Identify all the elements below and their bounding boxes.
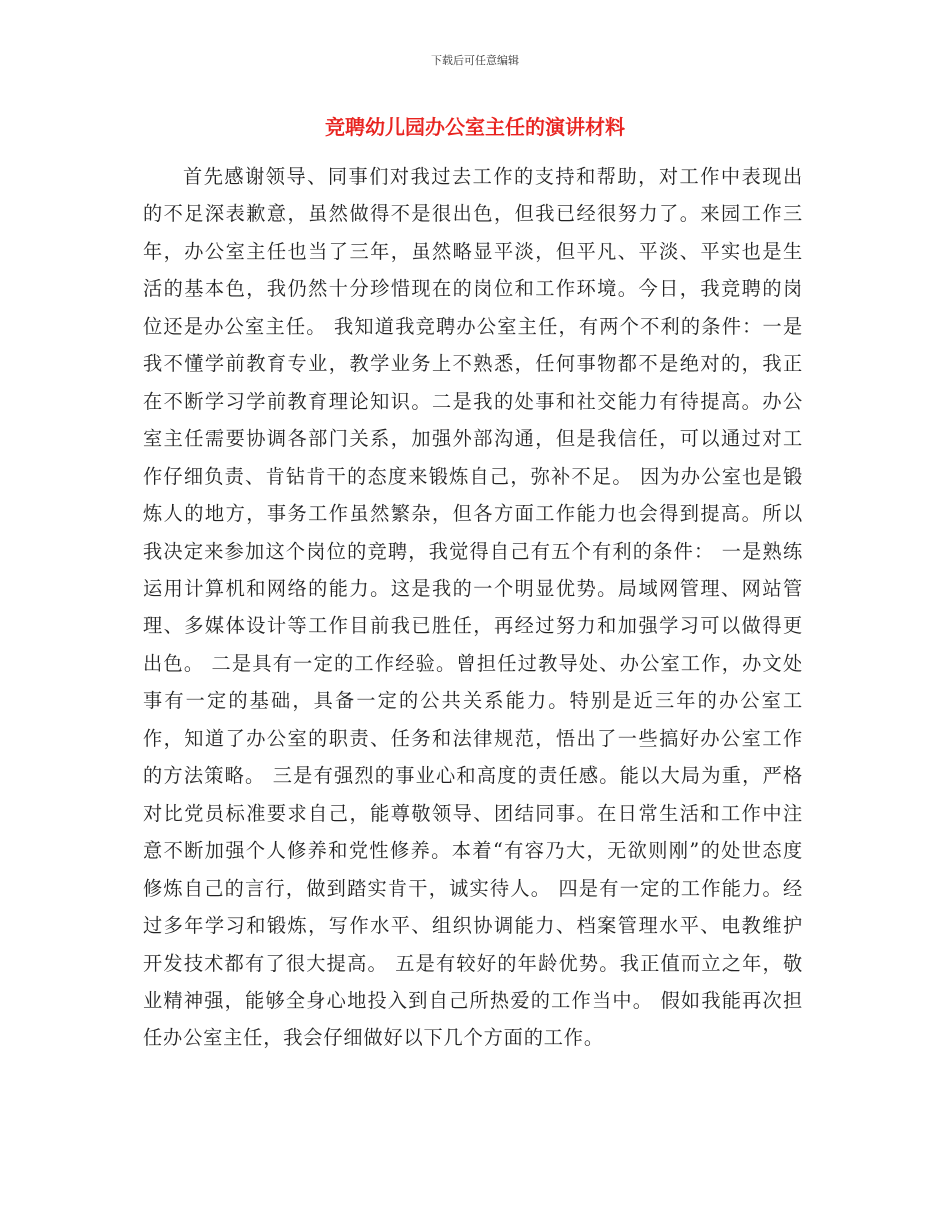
document-title: 竞聘幼儿园办公室主任的演讲材料	[325, 115, 625, 139]
body-paragraph: 首先感谢领导、同事们对我过去工作的支持和帮助，对工作中表现出的不足深表歉意，虽然做得不是很出色，但我已经很努力了。来园工作三年，办公室主任也当了三年，虽然略显平淡，但平凡、平淡、平实也是生活的基本色，我仍然十分珍惜现在的岗位和工作环境。今日，我竞聘的岗位还是办公室主任。 我知道我竞聘办公室主任，有两个不利的条件：一是我不懂学前教育专业，教学业务上不熟悉，任何事物都不是绝对的，我正在不断学习学前教育理论知识。二是我的处事和社交能力有待提高。办公室主任需要协调各部门关系，加强外部沟通，但是我信任，可以通过对工作仔细负责、肯钻肯干的态度来锻炼自己，弥补不足。 因为办公室也是锻炼人的地方，事务工作虽然繁杂，但各方面工作能力也会得到提高。所以我决定来参加这个岗位的竞聘，我觉得自己有五个有利的条件： 一是熟练运用计算机和网络的能力。这是我的一个明显优势。局域网管理、网站管理、多媒体设计等工作目前我已胜任，再经过努力和加强学习可以做得更出色。 二是具有一定的工作经验。曾担任过教导处、办公室工作，办文处事有一定的基础，具备一定的公共关系能力。特别是近三年的办公室工作，知道了办公室的职责、任务和法律规范，悟出了一些搞好办公室工作的方法策略。 三是有强烈的事业心和高度的责任感。能以大局为重，严格对比党员标准要求自己，能尊敬领导、团结同事。在日常生活和工作中注意不断加强个人修养和党性修养。本着“有容乃大，无欲则刚”的处世态度修炼自己的言行，做到踏实肯干，诚实待人。 四是有一定的工作能力。经过多年学习和锻炼，写作水平、组织协调能力、档案管理水平、电教维护开发技术都有了很大提高。 五是有较好的年龄优势。我正值而立之年，敬业精神强，能够全身心地投入到自己所热爱的工作当中。 假如我能再次担任办公室主任，我会仔细做好以下几个方面的工作。	[143, 165, 803, 1050]
header-note: 下载后可任意编辑	[431, 54, 519, 67]
